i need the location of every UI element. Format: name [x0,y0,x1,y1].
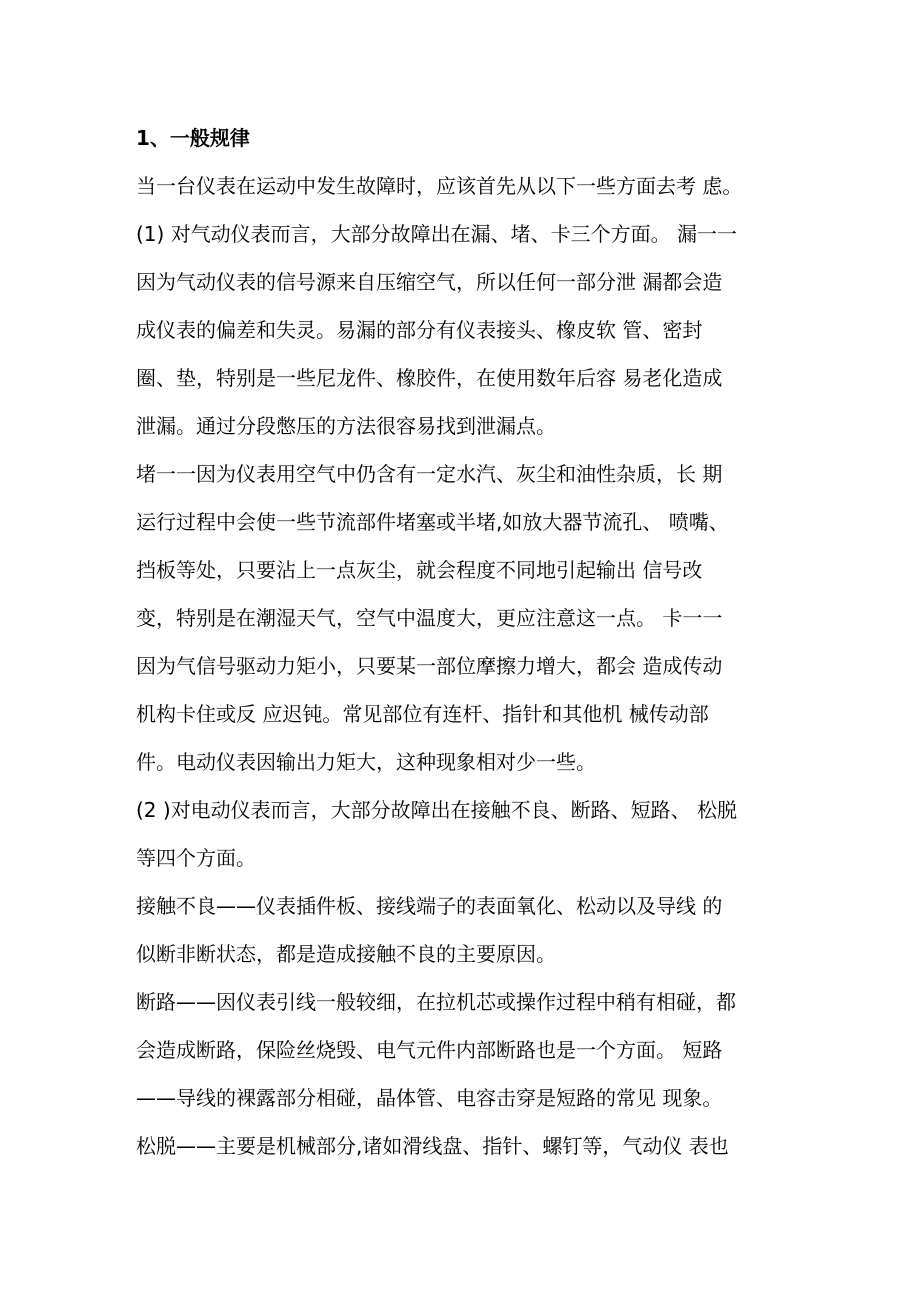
text-line: 堵一一因为仪表用空气中仍含有一定水汽、灰尘和油性杂质，长 期 [136,462,723,486]
text-line: 圈、垫，特别是一些尼龙件、橡胶件，在使用数年后容 易老化造成 [136,366,723,390]
text-line: 运行过程中会使一些节流部件堵塞或半堵,如放大器节流孔、 喷嘴、 [136,510,729,534]
text-line: 断路——因仪表引线一般较细，在拉机芯或操作过程中稍有相碰，都 [136,990,736,1014]
text-line: 松脱——主要是机械部分,诸如滑线盘、指针、螺钉等，气动仪 表也 [136,1134,729,1158]
text-line: 当一台仪表在运动中发生故障时，应该首先从以下一些方面去考 虑。 [136,174,743,198]
text-line: ——导线的裸露部分相碰，晶体管、电容击穿是短路的常见 现象。 [136,1086,723,1110]
text-line: 件。电动仪表因输出力矩大，这种现象相对少一些。 [136,750,596,774]
text-line: 机构卡住或反 应迟钝。常见部位有连杆、指针和其他机 械传动部 [136,702,709,726]
text-line: 接触不良——仪表插件板、接线端子的表面氧化、松动以及导线 的 [136,894,723,918]
text-line: 因为气动仪表的信号源来自压缩空气，所以任何一部分泄 漏都会造 [136,270,723,294]
text-line: 似断非断状态，都是造成接触不良的主要原因。 [136,942,556,966]
text-line: 变，特别是在潮湿天气，空气中温度大，更应注意这一点。 卡一一 [136,606,723,630]
document-body [136,170,816,1178]
text-line: 会造成断路，保险丝烧毁、电气元件内部断路也是一个方面。 短路 [136,1038,723,1062]
text-line: 泄漏。通过分段憋压的方法很容易找到泄漏点。 [136,414,556,438]
text-line: 挡板等处，只要沾上一点灰尘，就会程度不同地引起输出 信号改 [136,558,703,582]
text-line: (1) 对气动仪表而言，大部分故障出在漏、堵、卡三个方面。 漏一一 [136,222,738,246]
text-line: 等四个方面。 [136,846,256,870]
text-line: 因为气信号驱动力矩小，只要某一部位摩擦力增大，都会 造成传动 [136,654,723,678]
text-line: 成仪表的偏差和失灵。易漏的部分有仪表接头、橡皮软 管、密封 [136,318,703,342]
text-line: (2 )对电动仪表而言，大部分故障出在接触不良、断路、短路、 松脱 [136,798,738,822]
section-heading: 1、一般规律 [136,126,250,150]
